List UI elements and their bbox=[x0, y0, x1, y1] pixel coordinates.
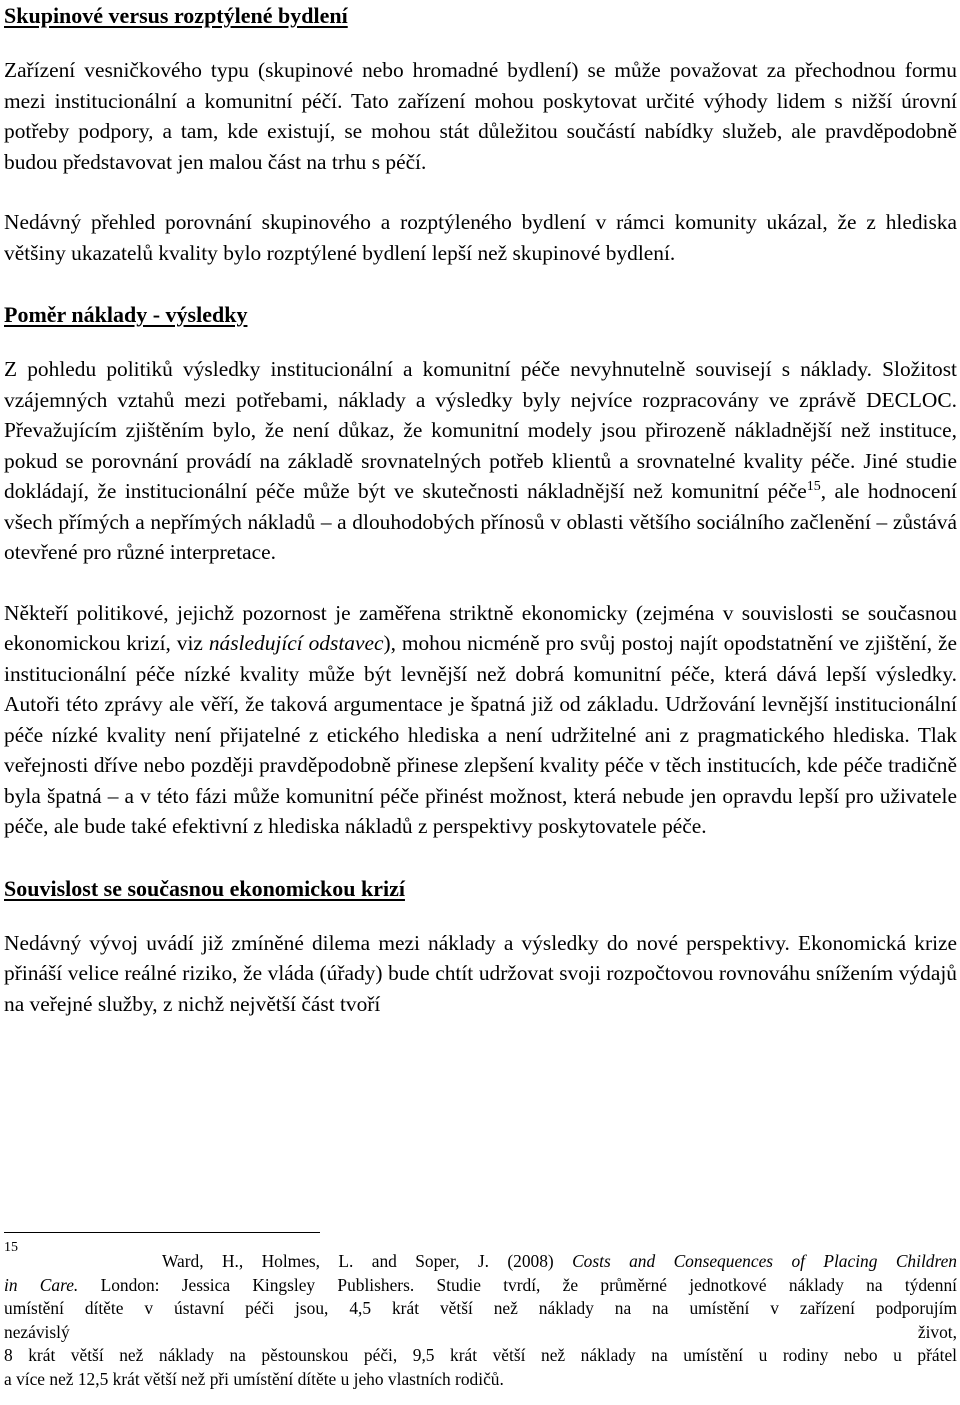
paragraph-recent-development: Nedávný vývoj uvádí již zmíněné dilema mezi náklady a výsledky do nové perspektivy. Ekonomická krize přináší velice reálné riziko, že vláda (úřady) bude chtít udržovat svoji rozpočtovou rovnováhu snížením výdajů na veřejné služby, z nichž největší část tvoří bbox=[4, 930, 957, 1016]
footnote-line-1 bbox=[4, 1240, 957, 1274]
footnote-line-3: umístění dítěte v ústavní péči jsou, 4,5 krát větší než náklady na na umístění v zařízení podporujím bbox=[4, 1298, 957, 1319]
footnote-line-2-rest: London: Jessica Kingsley Publishers. Studie tvrdí, že průměrné jednotkové náklady na týdenní bbox=[78, 1274, 958, 1295]
paragraph-politics-costs-part1: Z pohledu politiků výsledky institucionální a komunitní péče nevyhnutelně souvisejí s náklady. Složitost vzájemných vztahů mezi potřebami, náklady a výsledky byly nejvíce rozpracovány ve zprávě DECLOC. Převažujícím zjištěním bylo, že není důkaz, že komunitní modely jsou přirozeně nákladnější než instituce, pokud se porovnání provádí na základě srovnatelných potřeb klientů a srovnatelné kvality péče. Jiné studie dokládají, že institucionální péče může být ve skutečnosti nákladnější než komunitní péče bbox=[4, 357, 957, 503]
paragraph-recent-review: Nedávný přehled porovnání skupinového a rozptýleného bydlení v rámci komunity ukázal, že z hlediska většiny ukazatelů kvality bylo rozptýlené bydlení lepší než skupinové bydlení. bbox=[4, 210, 957, 265]
footnote-line-6: a více než 12,5 krát větší než při umístění dítěte u jeho vlastních rodičů. bbox=[4, 1368, 504, 1389]
section-heading-cost-outcomes: Poměr náklady - výsledky bbox=[4, 302, 248, 327]
footnote-title-part1: Costs and Consequences of Placing Children bbox=[572, 1251, 958, 1271]
paragraph-some-politicians-part1: Někteří politikové, jejichž pozornost je zaměřena striktně ekonomicky (zejména v souvislosti se současnou ekonomickou krizí, viz bbox=[4, 600, 957, 655]
section-heading-economic-crisis: Souvislost se současnou ekonomickou krizí bbox=[4, 875, 405, 901]
footnote-separator bbox=[4, 1232, 320, 1233]
paragraph-politics-costs-part2: , ale hodnocení všech přímých a nepřímých nákladů – a dlouhodobých přínosů v oblasti většího sociálního začlenění – zůstává otevřené pro různé interpretace. bbox=[4, 479, 957, 564]
cross-reference-next-paragraph: následující odstavec bbox=[208, 631, 384, 655]
paragraph-some-politicians bbox=[4, 598, 957, 842]
footnote-line-4: nezávislý život, bbox=[4, 1321, 957, 1342]
section-heading-group-vs-dispersed: Skupinové versus rozptýlené bydlení bbox=[4, 3, 348, 28]
footnote-title-part2: in Care. bbox=[4, 1274, 79, 1295]
paragraph-village-type: Zařízení vesničkového typu (skupinové nebo hromadné bydlení) se může považovat za přechodnou formu mezi institucionální a komunitní péčí. Tato zařízení mohou poskytovat určité výhody lidem s nižší úrovní potřeby podpory, a tam, kde existují, se mohou stát důležitou součástí nabídky služeb, ale pravděpodobně budou představovat jen malou část na trhu s péčí. bbox=[4, 58, 957, 174]
footnote-line-5: 8 krát větší než náklady na pěstounskou péči, 9,5 krát větší než náklady na umístění u rodiny nebo u přátel bbox=[4, 1345, 957, 1366]
paragraph-politics-costs bbox=[4, 354, 957, 568]
footnote-line-2 bbox=[4, 1274, 957, 1298]
document-page bbox=[4, 0, 957, 1019]
footnote-authors: Ward, H., Holmes, L. and Soper, J. (2008) bbox=[162, 1251, 573, 1271]
paragraph-some-politicians-part2: ), mohou nicméně pro svůj postoj najít opodstatnění ve zjištění, že institucionální péče nízké kvality může být levnější než dobrá komunitní péče, která dává lepší výsledky. Autoři této zprávy ale věří, že taková argumentace je špatná již od základu. Udržování levnější institucionální péče nízké kvality není přijatelné z etického hlediska a není udržitelné ani z pragmatického hlediska. Tlak veřejnosti dříve nebo později pravděpodobně přinese zlepšení kvality péče v těch institucích, kde péče tradičně byla špatná – a v této fázi může komunitní péče přinést možnost, která nebude jen opravdu lepší pro uživatele péče, ale bude také efektivní z hlediska nákladů z perspektivy poskytovatele péče. bbox=[4, 631, 957, 838]
footnote-reference: 15 bbox=[806, 478, 821, 494]
footnote-15 bbox=[4, 1240, 957, 1392]
footnote-number: 15 bbox=[4, 1240, 18, 1255]
